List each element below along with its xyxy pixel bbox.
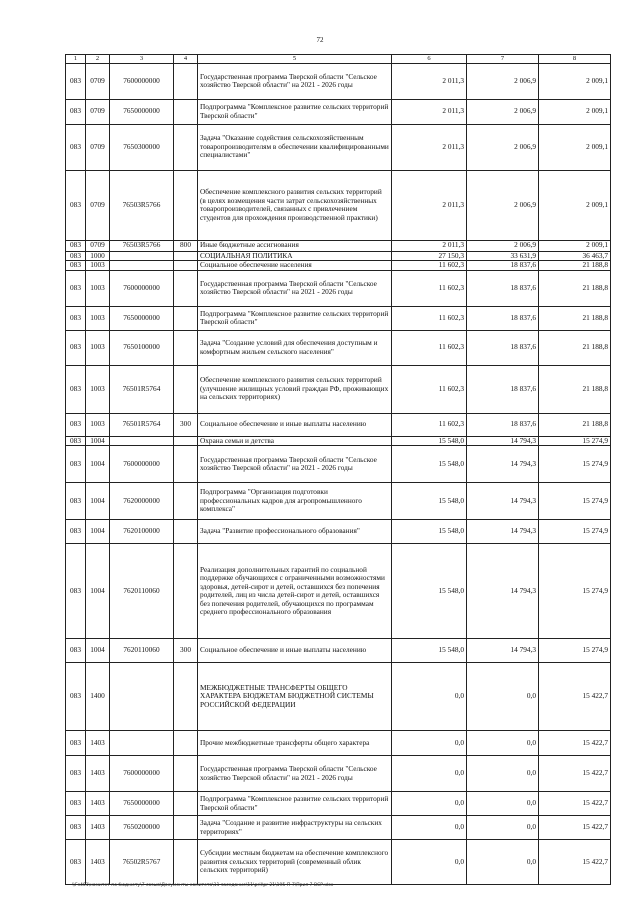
- expense-type-cell: [174, 756, 198, 792]
- amount-2024-cell: 2 011,3: [392, 124, 467, 170]
- expense-type-cell: 800: [174, 240, 198, 251]
- description-cell: Охрана семьи и детства: [198, 436, 392, 446]
- amount-2026-cell: 2 009,1: [539, 63, 611, 99]
- expense-type-cell: [174, 816, 198, 840]
- expense-type-cell: [174, 270, 198, 306]
- amount-2025-cell: 18 837,6: [467, 261, 539, 271]
- description-cell: Подпрограмма "Комплексное развитие сельских территорий Тверской области": [198, 306, 392, 330]
- amount-2024-cell: 2 011,3: [392, 63, 467, 99]
- expense-type-cell: [174, 663, 198, 731]
- amount-2024-cell: 15 548,0: [392, 436, 467, 446]
- target-code-cell: 7650000000: [110, 306, 174, 330]
- expense-type-cell: [174, 792, 198, 816]
- description-cell: Социальное обеспечение и иные выплаты населению: [198, 639, 392, 663]
- description-cell: Государственная программа Тверской области "Сельское хозяйство Тверской области" на 2021 - 2026 годы: [198, 446, 392, 483]
- amount-2026-cell: 2 009,1: [539, 240, 611, 251]
- section-code-cell: 1403: [86, 792, 110, 816]
- expense-type-cell: [174, 436, 198, 446]
- target-code-cell: 76503R5766: [110, 240, 174, 251]
- target-code-cell: 7600000000: [110, 63, 174, 99]
- description-cell: СОЦИАЛЬНАЯ ПОЛИТИКА: [198, 251, 392, 261]
- admin-code-cell: 083: [66, 816, 86, 840]
- amount-2025-cell: 18 837,6: [467, 330, 539, 365]
- amount-2025-cell: 18 837,6: [467, 270, 539, 306]
- table-row: [66, 270, 611, 306]
- admin-code-cell: 083: [66, 544, 86, 639]
- file-path-footer: \\Fs401\комитет по бюджету\7 созыв\Документы комитета\11 заседание\11\pril\pr-21\195-П-7\Прил 7 ВСР.xlsx: [72, 883, 334, 888]
- expense-type-cell: [174, 63, 198, 99]
- admin-code-cell: 083: [66, 413, 86, 436]
- amount-2025-cell: 0,0: [467, 840, 539, 885]
- budget-table: [65, 54, 611, 885]
- target-code-cell: 7650000000: [110, 99, 174, 124]
- amount-2024-cell: 2 011,3: [392, 99, 467, 124]
- amount-2024-cell: 11 602,3: [392, 413, 467, 436]
- expense-type-cell: [174, 483, 198, 520]
- section-code-cell: 1003: [86, 270, 110, 306]
- section-code-cell: 1003: [86, 306, 110, 330]
- amount-2025-cell: 0,0: [467, 792, 539, 816]
- table-row: [66, 816, 611, 840]
- description-cell: Социальное обеспечение и иные выплаты населению: [198, 413, 392, 436]
- table-row: [66, 124, 611, 170]
- amount-2026-cell: 36 463,7: [539, 251, 611, 261]
- amount-2026-cell: 21 188,8: [539, 261, 611, 271]
- amount-2025-cell: 18 837,6: [467, 306, 539, 330]
- amount-2024-cell: 11 602,3: [392, 365, 467, 413]
- table-row: [66, 330, 611, 365]
- amount-2024-cell: 15 548,0: [392, 639, 467, 663]
- amount-2026-cell: 15 274,9: [539, 544, 611, 639]
- expense-type-cell: [174, 251, 198, 261]
- table-row: [66, 840, 611, 885]
- admin-code-cell: 083: [66, 306, 86, 330]
- amount-2025-cell: 14 794,3: [467, 639, 539, 663]
- section-code-cell: 1403: [86, 816, 110, 840]
- table-row: [66, 413, 611, 436]
- table-row: [66, 639, 611, 663]
- table-row: [66, 436, 611, 446]
- section-code-cell: 1004: [86, 544, 110, 639]
- section-code-cell: 1003: [86, 365, 110, 413]
- expense-type-cell: [174, 261, 198, 271]
- section-code-cell: 1003: [86, 261, 110, 271]
- amount-2025-cell: 14 794,3: [467, 436, 539, 446]
- description-cell: Субсидии местным бюджетам на обеспечение комплексного развития сельских территорий (современный облик сельских территорий): [198, 840, 392, 885]
- section-code-cell: 1003: [86, 413, 110, 436]
- amount-2024-cell: 0,0: [392, 840, 467, 885]
- target-code-cell: 7620110060: [110, 639, 174, 663]
- amount-2024-cell: 11 602,3: [392, 306, 467, 330]
- table-row: [66, 544, 611, 639]
- amount-2024-cell: 0,0: [392, 816, 467, 840]
- amount-2025-cell: 2 006,9: [467, 63, 539, 99]
- table-row: [66, 756, 611, 792]
- target-code-cell: 7620100000: [110, 520, 174, 544]
- section-code-cell: 1004: [86, 520, 110, 544]
- target-code-cell: 7650000000: [110, 792, 174, 816]
- description-cell: Государственная программа Тверской области "Сельское хозяйство Тверской области" на 2021 - 2026 годы: [198, 63, 392, 99]
- amount-2026-cell: 15 422,7: [539, 840, 611, 885]
- admin-code-cell: 083: [66, 240, 86, 251]
- admin-code-cell: 083: [66, 731, 86, 756]
- col-header-4: 4: [174, 55, 198, 64]
- target-code-cell: 76501R5764: [110, 365, 174, 413]
- section-code-cell: 1403: [86, 731, 110, 756]
- target-code-cell: 7650100000: [110, 330, 174, 365]
- amount-2026-cell: 2 009,1: [539, 124, 611, 170]
- col-header-5: 5: [198, 55, 392, 64]
- expense-type-cell: [174, 840, 198, 885]
- amount-2026-cell: 15 274,9: [539, 436, 611, 446]
- col-header-6: 6: [392, 55, 467, 64]
- col-header-2: 2: [86, 55, 110, 64]
- table-row: [66, 261, 611, 271]
- amount-2026-cell: 21 188,8: [539, 330, 611, 365]
- description-cell: Социальное обеспечение населения: [198, 261, 392, 271]
- table-row: [66, 446, 611, 483]
- amount-2025-cell: 14 794,3: [467, 544, 539, 639]
- amount-2025-cell: 18 837,6: [467, 365, 539, 413]
- target-code-cell: 7650300000: [110, 124, 174, 170]
- expense-type-cell: [174, 170, 198, 240]
- col-header-1: 1: [66, 55, 86, 64]
- amount-2025-cell: 0,0: [467, 731, 539, 756]
- expense-type-cell: [174, 330, 198, 365]
- target-code-cell: 76501R5764: [110, 413, 174, 436]
- target-code-cell: 7600000000: [110, 446, 174, 483]
- target-code-cell: 7650200000: [110, 816, 174, 840]
- description-cell: Задача "Создание и развитие инфраструктуры на сельских территориях": [198, 816, 392, 840]
- expense-type-cell: [174, 731, 198, 756]
- amount-2026-cell: 21 188,8: [539, 306, 611, 330]
- admin-code-cell: 083: [66, 840, 86, 885]
- amount-2026-cell: 2 009,1: [539, 170, 611, 240]
- target-code-cell: 7600000000: [110, 270, 174, 306]
- admin-code-cell: 083: [66, 330, 86, 365]
- column-number-header: [66, 55, 611, 64]
- admin-code-cell: 083: [66, 170, 86, 240]
- expense-type-cell: 300: [174, 413, 198, 436]
- section-code-cell: 1000: [86, 251, 110, 261]
- amount-2025-cell: 2 006,9: [467, 240, 539, 251]
- expense-type-cell: [174, 446, 198, 483]
- target-code-cell: [110, 251, 174, 261]
- description-cell: Подпрограмма "Комплексное развитие сельских территорий Тверской области": [198, 792, 392, 816]
- section-code-cell: 0709: [86, 99, 110, 124]
- expense-type-cell: [174, 520, 198, 544]
- section-code-cell: 0709: [86, 240, 110, 251]
- expense-type-cell: [174, 544, 198, 639]
- expense-type-cell: [174, 365, 198, 413]
- amount-2025-cell: 2 006,9: [467, 99, 539, 124]
- table-row: [66, 99, 611, 124]
- table-row: [66, 731, 611, 756]
- amount-2025-cell: 14 794,3: [467, 446, 539, 483]
- amount-2025-cell: 18 837,6: [467, 413, 539, 436]
- admin-code-cell: 083: [66, 639, 86, 663]
- amount-2024-cell: 0,0: [392, 756, 467, 792]
- expense-type-cell: 300: [174, 639, 198, 663]
- section-code-cell: 1004: [86, 639, 110, 663]
- description-cell: Задача "Создание условий для обеспечения доступным и комфортным жильем сельского населения": [198, 330, 392, 365]
- description-cell: Иные бюджетные ассигнования: [198, 240, 392, 251]
- amount-2026-cell: 21 188,8: [539, 365, 611, 413]
- section-code-cell: 1004: [86, 446, 110, 483]
- admin-code-cell: 083: [66, 792, 86, 816]
- expense-type-cell: [174, 99, 198, 124]
- admin-code-cell: 083: [66, 520, 86, 544]
- col-header-3: 3: [110, 55, 174, 64]
- amount-2024-cell: 15 548,0: [392, 446, 467, 483]
- amount-2025-cell: 14 794,3: [467, 520, 539, 544]
- description-cell: Задача "Оказание содействия сельскохозяйственным товаропроизводителям в обеспечении квалифицированными специалистами": [198, 124, 392, 170]
- amount-2025-cell: 33 631,9: [467, 251, 539, 261]
- admin-code-cell: 083: [66, 251, 86, 261]
- target-code-cell: 7620000000: [110, 483, 174, 520]
- section-code-cell: 1004: [86, 436, 110, 446]
- table-row: [66, 306, 611, 330]
- admin-code-cell: 083: [66, 365, 86, 413]
- section-code-cell: 0709: [86, 124, 110, 170]
- expense-type-cell: [174, 124, 198, 170]
- admin-code-cell: 083: [66, 483, 86, 520]
- amount-2026-cell: 15 422,7: [539, 756, 611, 792]
- amount-2025-cell: 2 006,9: [467, 124, 539, 170]
- amount-2024-cell: 27 150,3: [392, 251, 467, 261]
- admin-code-cell: 083: [66, 446, 86, 483]
- admin-code-cell: 083: [66, 63, 86, 99]
- amount-2026-cell: 21 188,8: [539, 270, 611, 306]
- amount-2024-cell: 2 011,3: [392, 170, 467, 240]
- amount-2024-cell: 0,0: [392, 663, 467, 731]
- expense-type-cell: [174, 306, 198, 330]
- amount-2025-cell: 2 006,9: [467, 170, 539, 240]
- table-row: [66, 170, 611, 240]
- target-code-cell: [110, 663, 174, 731]
- table-row: [66, 63, 611, 99]
- amount-2025-cell: 0,0: [467, 756, 539, 792]
- admin-code-cell: 083: [66, 436, 86, 446]
- section-code-cell: 1403: [86, 840, 110, 885]
- admin-code-cell: 083: [66, 663, 86, 731]
- amount-2024-cell: 15 548,0: [392, 483, 467, 520]
- amount-2024-cell: 2 011,3: [392, 240, 467, 251]
- description-cell: Обеспечение комплексного развития сельских территорий (улучшение жилищных условий граждан РФ, проживающих на сельских территориях): [198, 365, 392, 413]
- section-code-cell: 0709: [86, 63, 110, 99]
- amount-2025-cell: 0,0: [467, 816, 539, 840]
- amount-2026-cell: 15 422,7: [539, 663, 611, 731]
- amount-2026-cell: 2 009,1: [539, 99, 611, 124]
- target-code-cell: 76503R5766: [110, 170, 174, 240]
- amount-2026-cell: 15 422,7: [539, 731, 611, 756]
- target-code-cell: 7600000000: [110, 756, 174, 792]
- table-row: [66, 251, 611, 261]
- target-code-cell: 76502R5767: [110, 840, 174, 885]
- target-code-cell: [110, 261, 174, 271]
- table-row: [66, 240, 611, 251]
- amount-2024-cell: 15 548,0: [392, 544, 467, 639]
- description-cell: МЕЖБЮДЖЕТНЫЕ ТРАНСФЕРТЫ ОБЩЕГО ХАРАКТЕРА БЮДЖЕТАМ БЮДЖЕТНОЙ СИСТЕМЫ РОССИЙСКОЙ ФЕДЕРАЦИИ: [198, 663, 392, 731]
- table-row: [66, 520, 611, 544]
- admin-code-cell: 083: [66, 756, 86, 792]
- description-cell: Прочие межбюджетные трансферты общего характера: [198, 731, 392, 756]
- target-code-cell: 7620110060: [110, 544, 174, 639]
- amount-2026-cell: 15 422,7: [539, 792, 611, 816]
- section-code-cell: 1400: [86, 663, 110, 731]
- target-code-cell: [110, 436, 174, 446]
- section-code-cell: 1003: [86, 330, 110, 365]
- description-cell: Подпрограмма "Организация подготовки профессиональных кадров для агропромышленного комплекса": [198, 483, 392, 520]
- amount-2025-cell: 0,0: [467, 663, 539, 731]
- amount-2026-cell: 15 274,9: [539, 483, 611, 520]
- amount-2024-cell: 11 602,3: [392, 261, 467, 271]
- amount-2025-cell: 14 794,3: [467, 483, 539, 520]
- admin-code-cell: 083: [66, 99, 86, 124]
- description-cell: Государственная программа Тверской области "Сельское хозяйство Тверской области" на 2021 - 2026 годы: [198, 270, 392, 306]
- amount-2024-cell: 11 602,3: [392, 270, 467, 306]
- amount-2026-cell: 21 188,8: [539, 413, 611, 436]
- amount-2026-cell: 15 274,9: [539, 446, 611, 483]
- table-row: [66, 792, 611, 816]
- admin-code-cell: 083: [66, 124, 86, 170]
- table-row: [66, 663, 611, 731]
- amount-2026-cell: 15 422,7: [539, 816, 611, 840]
- section-code-cell: 0709: [86, 170, 110, 240]
- amount-2026-cell: 15 274,9: [539, 639, 611, 663]
- col-header-7: 7: [467, 55, 539, 64]
- col-header-8: 8: [539, 55, 611, 64]
- description-cell: Реализация дополнительных гарантий по социальной поддержке обучающихся с ограниченными возможностями здоровья, детей-сирот и детей, оставшихся без попечения родителей, лиц из числа детей-сирот и детей, оставшихся без попечения родителей, обучающихся по программам среднего профессионального образования: [198, 544, 392, 639]
- admin-code-cell: 083: [66, 270, 86, 306]
- description-cell: Обеспечение комплексного развития сельских территорий (в целях возмещения части затрат сельскохозяйственных товаропроизводителей, связанных с привлечением студентов для прохождения производственной практики): [198, 170, 392, 240]
- section-code-cell: 1004: [86, 483, 110, 520]
- amount-2024-cell: 0,0: [392, 792, 467, 816]
- description-cell: Государственная программа Тверской области "Сельское хозяйство Тверской области" на 2021 - 2026 годы: [198, 756, 392, 792]
- description-cell: Подпрограмма "Комплексное развитие сельских территорий Тверской области": [198, 99, 392, 124]
- admin-code-cell: 083: [66, 261, 86, 271]
- section-code-cell: 1403: [86, 756, 110, 792]
- page-number: 72: [316, 36, 324, 44]
- amount-2026-cell: 15 274,9: [539, 520, 611, 544]
- amount-2024-cell: 15 548,0: [392, 520, 467, 544]
- amount-2024-cell: 0,0: [392, 731, 467, 756]
- description-cell: Задача "Развитие профессионального образования": [198, 520, 392, 544]
- amount-2024-cell: 11 602,3: [392, 330, 467, 365]
- table-row: [66, 483, 611, 520]
- target-code-cell: [110, 731, 174, 756]
- table-row: [66, 365, 611, 413]
